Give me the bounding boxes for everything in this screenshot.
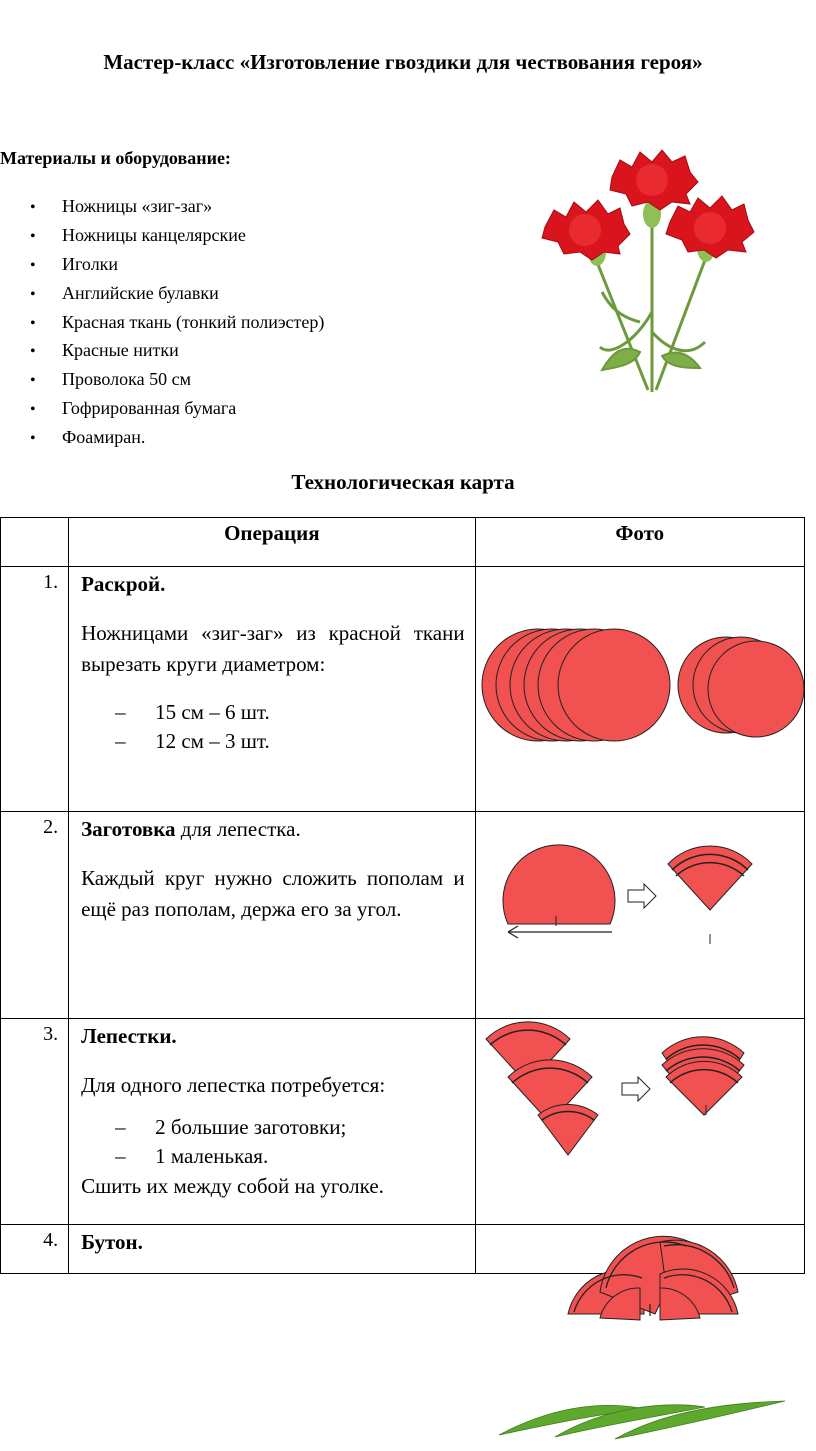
list-item: • Проволока 50 см xyxy=(30,365,324,394)
step-title: Заготовка xyxy=(81,817,176,841)
list-item: • Ножницы канцелярские xyxy=(30,221,324,250)
step-number: 2. xyxy=(1,812,69,1019)
list-item: • Ножницы «зиг-заг» xyxy=(30,192,324,221)
step-number: 4. xyxy=(1,1225,69,1274)
document-title: Мастер-класс «Изготовление гвоздики для чествования героя» xyxy=(103,50,703,74)
bullet-icon: • xyxy=(30,372,36,390)
tech-card-title: Технологическая карта xyxy=(291,470,515,494)
list-item: • Английские булавки xyxy=(30,279,324,308)
header-photo: Фото xyxy=(475,518,804,567)
bullet-icon: • xyxy=(30,227,36,245)
header-operation: Операция xyxy=(69,518,476,567)
step-text: Каждый круг нужно сложить пополам и ещё раз пополам, держа его за угол. xyxy=(81,866,465,921)
step-title: Лепестки. xyxy=(81,1024,177,1048)
step-operation xyxy=(69,1225,476,1274)
bullet-icon: • xyxy=(30,314,36,332)
parts-list xyxy=(81,1113,465,1171)
step-title-line: Заготовка для лепестка. xyxy=(81,817,301,841)
bullet-icon: • xyxy=(30,343,36,361)
list-item: • Красные нитки xyxy=(30,336,324,365)
bullet-icon: • xyxy=(30,256,36,274)
folding-diagram-image xyxy=(476,812,805,1019)
step-number: 1. xyxy=(1,567,69,812)
list-item: – 15 см – 6 шт. xyxy=(115,700,270,724)
step-title: Бутон. xyxy=(81,1230,143,1254)
step-operation xyxy=(69,1019,476,1225)
materials-list xyxy=(30,192,324,452)
step-operation xyxy=(69,812,476,1019)
step-photo xyxy=(475,812,804,1019)
list-item: – 2 большие заготовки; xyxy=(115,1115,347,1139)
materials-heading: Материалы и оборудование: xyxy=(0,148,231,168)
size-list xyxy=(81,698,465,756)
green-leaves-image xyxy=(495,1395,795,1443)
list-item: • Иголки xyxy=(30,250,324,279)
tech-card-table xyxy=(0,517,805,1274)
step-photo xyxy=(475,1019,804,1225)
list-item: – 1 маленькая. xyxy=(115,1144,269,1168)
step-text: Ножницами «зиг-заг» из красной ткани вырезать круги диаметром: xyxy=(81,621,465,676)
bullet-icon: • xyxy=(30,401,36,419)
step-text: Для одного лепестка потребуется: xyxy=(81,1073,386,1097)
table-header-row xyxy=(1,518,805,567)
table-row xyxy=(1,1019,805,1225)
bullet-icon: • xyxy=(30,285,36,303)
bud-assembly-image xyxy=(560,1232,750,1332)
bullet-icon: • xyxy=(30,430,36,448)
table-row xyxy=(1,812,805,1019)
list-item: • Красная ткань (тонкий полиэстер) xyxy=(30,308,324,337)
header-number-cell xyxy=(1,518,69,567)
step-title: Раскрой. xyxy=(81,572,166,596)
table-row xyxy=(1,567,805,812)
list-item: • Гофрированная бумага xyxy=(30,394,324,423)
step-operation xyxy=(69,567,476,812)
step-number: 3. xyxy=(1,1019,69,1225)
list-item: – 12 см – 3 шт. xyxy=(115,729,270,753)
petal-assembly-image xyxy=(476,1019,805,1225)
fabric-circles-image xyxy=(476,567,805,812)
list-item: • Фоамиран. xyxy=(30,423,324,452)
bullet-icon: • xyxy=(30,199,36,216)
step-after-text: Сшить их между собой на уголке. xyxy=(81,1174,384,1198)
step-photo xyxy=(475,567,804,812)
carnation-bouquet-image xyxy=(540,142,760,397)
